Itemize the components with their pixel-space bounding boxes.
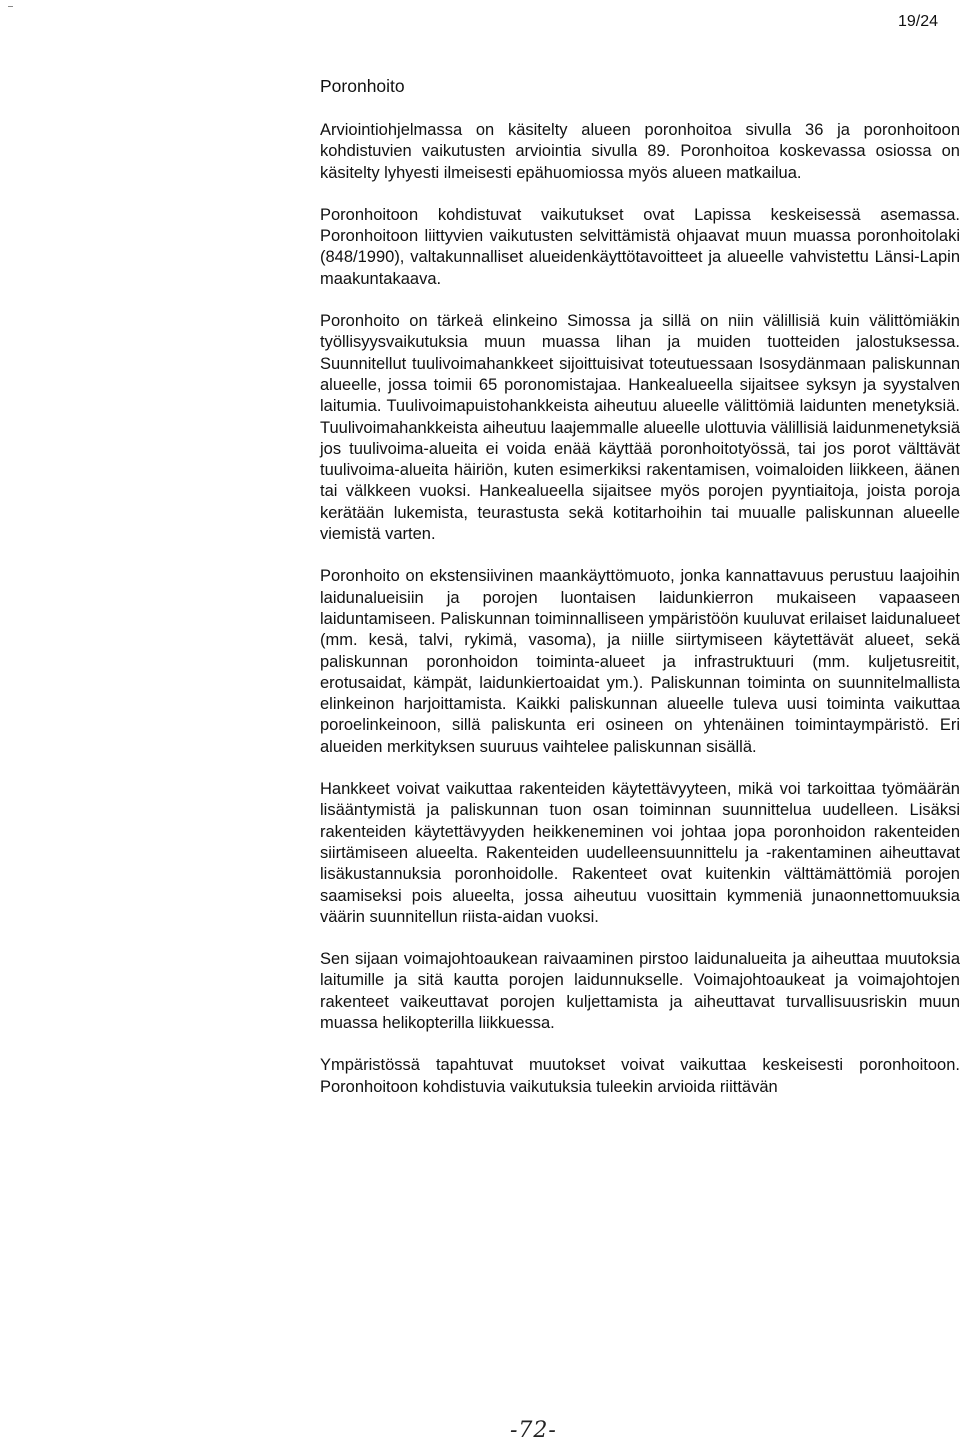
paragraph-7: Ympäristössä tapahtuvat muutokset voivat vaikuttaa keskeisesti poronhoitoon. Poronhoitoon kohdistuvia vaikutuksia tuleekin arvioida riittävän [320,1056,960,1096]
section-heading: Poronhoito [320,76,405,96]
paragraph-6: Sen sijaan voimajohtoaukean raivaaminen pirstoo laidunalueita ja aiheuttaa muutoksia laitumille ja sitä kautta porojen laidunnukselle. Voimajohtoaukeat ja voimajohtojen rakenteet vaikeuttavat porojen kuljettamista ja aiheuttavat turvallisuusriskin muun muassa helikopterilla liikkuessa. [320,950,960,1032]
paragraph-1: Arviointiohjelmassa on käsitelty alueen poronhoitoa sivulla 36 ja poronhoitoon kohdistuvien vaikutusten arviointia sivulla 89. Poronhoitoa koskevassa osiossa on käsitelty lyhyesti ilmeisesti epähuomiossa myös alueen matkailua. [320,121,960,182]
paragraph-5: Hankkeet voivat vaikuttaa rakenteiden käytettävyyteen, mikä voi tarkoittaa työmäärän lisääntymistä ja paliskunnan tuon osan toiminnan suunnittelua uudelleen. Lisäksi rakenteiden käytettävyyden heikkeneminen voi johtaa jopa poronhoidon rakenteiden siirtämiseen alueelta. Rakenteiden uudelleensuunnittelu ja -rakentaminen aiheuttavat lisäkustannuksia poronhoidolle. Rakenteet ovat kuitenkin välttämättömiä porojen saamiseksi pois alueelta, jossa aiheutuu vuosittain kymmeniä junaonnettomuuksia väärin suunnitellun riista-aidan vuoksi. [320,780,960,926]
page-number: 19/24 [897,13,938,30]
scan-mark [8,6,13,7]
main-content [320,74,960,1119]
paragraph-3: Poronhoito on tärkeä elinkeino Simossa ja sillä on niin välillisiä kuin välittömiäkin työllisyysvaikutuksia muun muassa lihan ja muiden tuotteiden jalostuksessa. Suunnitellut tuulivoimahankkeet sijoittuisivat toteutuessaan Isosydänmaan paliskunnan alueelle, jossa toimii 65 poronomistajaa. Hankealueella sijaitsee syksyn ja syystalven laitumia. Tuulivoimapuistohankkeista aiheutuu alueelle välittömiä laidunten menetyksiä. Tuulivoimahankkeista aiheutuu laajemmalle alueelle ulottuvia välillisiä laidunmenetyksiä jos tuulivoima-alueita ei voida enää käyttää poronhoitotyössä, tai jos porot välttävät tuulivoima-alueita häiriön, kuten esimerkiksi rakentamisen, voimaloiden liikkeen, äänen tai välkkeen vuoksi. Hankealueella sijaitsee myös porojen pyyntiaitoja, joista poroja kerätään lukemista, teurastusta sekä kotitarhoihin tai muualle paliskunnan alueelle viemistä varten. [320,312,960,544]
paragraph-2: Poronhoitoon kohdistuvat vaikutukset ovat Lapissa keskeisessä asemassa. Poronhoitoon liittyvien vaikutusten selvittämistä ohjaavat muun muassa poronhoitolaki (848/1990), valtakunnalliset alueidenkäyttötavoitteet ja alueelle vahvistettu Länsi-Lapin maakuntakaava. [320,205,960,288]
handwritten-page-mark: -72- [510,1418,557,1443]
paragraph-4: Poronhoito on ekstensiivinen maankäyttömuoto, jonka kannattavuus perustuu laajoihin laidunalueisiin ja porojen luontaisen laidunkierron mukaiseen vapaaseen laiduntamiseen. Paliskunnan toiminnalliseen ympäristöön kuuluvat erilaiset laidunalueet (mm. kesä, talvi, rykimä, vasoma), ja niille siirtymiseen käytettävät alueet, sekä paliskunnan poronhoidon toiminta-alueet ja infrastruktuuri (mm. kuljetusreitit, erotusaidat, kämpät, laidunkiertoaidat ym.). Paliskunnan toiminta on suunnitelmallista elinkeinon harjoittamista. Kaikki paliskunnan alueelle tuleva uusi toiminta vaikuttaa poroelinkeinoon, sillä paliskunta eri osineen on yhtenäinen toimintaympäristö. Eri alueiden merkityksen suuruus vaihtelee paliskunnan sisällä. [320,567,960,756]
